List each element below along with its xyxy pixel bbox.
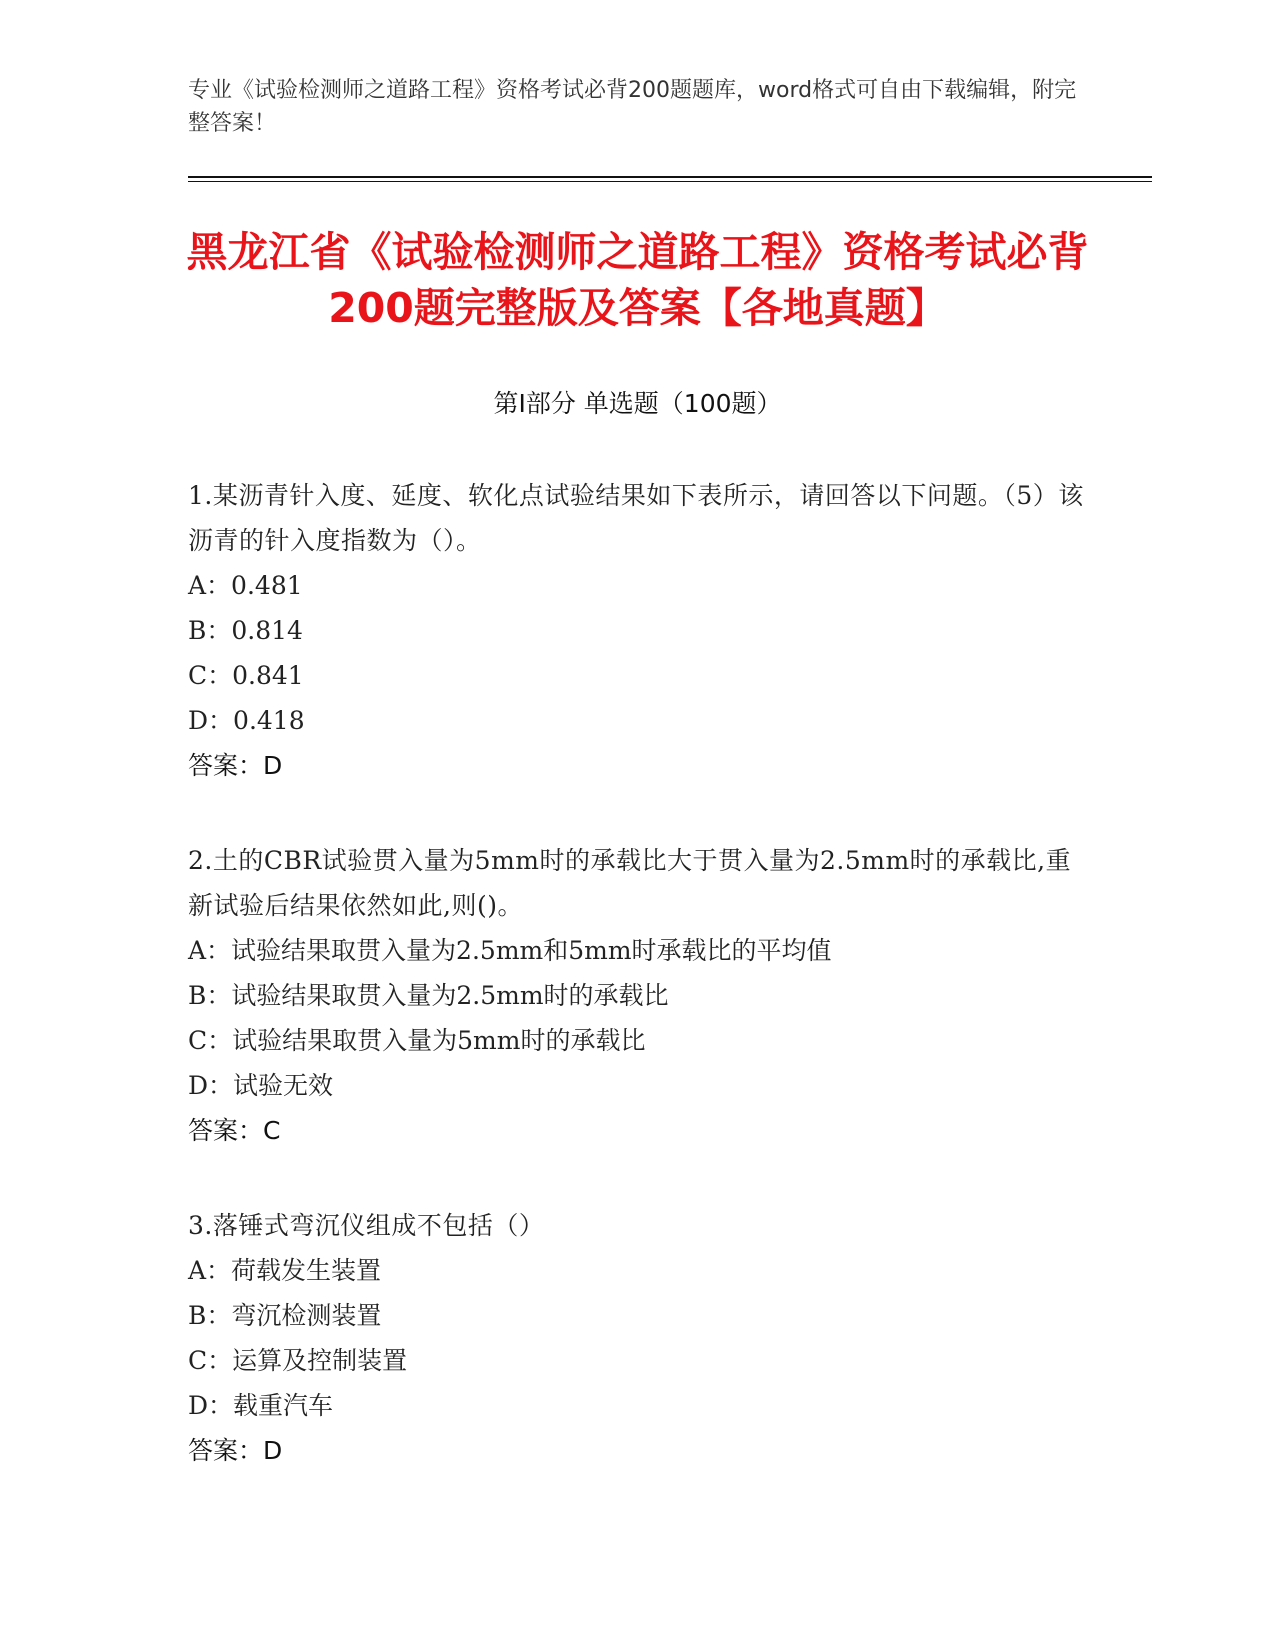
question-stem: 1.某沥青针入度、延度、软化点试验结果如下表所示，请回答以下问题。（5）该沥青的针入度指数为（）。: [188, 481, 1084, 555]
answer-line: 答案：C: [188, 1116, 281, 1145]
option-c: C：运算及控制装置: [188, 1346, 408, 1375]
option-c: C：试验结果取贯入量为5mm时的承载比: [188, 1026, 646, 1055]
header-note: 专业《试验检测师之道路工程》资格考试必背200题题库，word格式可自由下载编辑，附完整答案！: [188, 78, 1077, 136]
question-stem: 2.土的CBR试验贯入量为5mm时的承载比大于贯入量为2.5mm时的承载比,重新试验后结果依然如此,则()。: [188, 846, 1072, 920]
option-c: C：0.841: [188, 661, 304, 690]
option-b: B：试验结果取贯入量为2.5mm时的承载比: [188, 981, 669, 1010]
option-d: D：0.418: [188, 706, 305, 735]
answer-line: 答案：D: [188, 751, 283, 780]
document-title: 黑龙江省《试验检测师之道路工程》资格考试必背200题完整版及答案【各地真题】: [186, 228, 1089, 332]
option-a: A：荷载发生装置: [188, 1256, 382, 1285]
question-block: [188, 473, 1088, 788]
option-a: A：0.481: [188, 571, 303, 600]
header-divider-thick: [188, 176, 1152, 178]
answer-line: 答案：D: [188, 1436, 283, 1465]
option-b: B：0.814: [188, 616, 303, 645]
option-d: D：试验无效: [188, 1071, 334, 1100]
question-block: [188, 1203, 1088, 1473]
question-stem: 3.落锤式弯沉仪组成不包括（）: [188, 1211, 545, 1240]
question-block: [188, 838, 1088, 1153]
option-a: A：试验结果取贯入量为2.5mm和5mm时承载比的平均值: [188, 936, 832, 965]
option-d: D：载重汽车: [188, 1391, 334, 1420]
section-title: 第Ⅰ部分 单选题（100题）: [493, 389, 782, 418]
option-b: B：弯沉检测装置: [188, 1301, 382, 1330]
header-divider-thin: [188, 181, 1152, 182]
